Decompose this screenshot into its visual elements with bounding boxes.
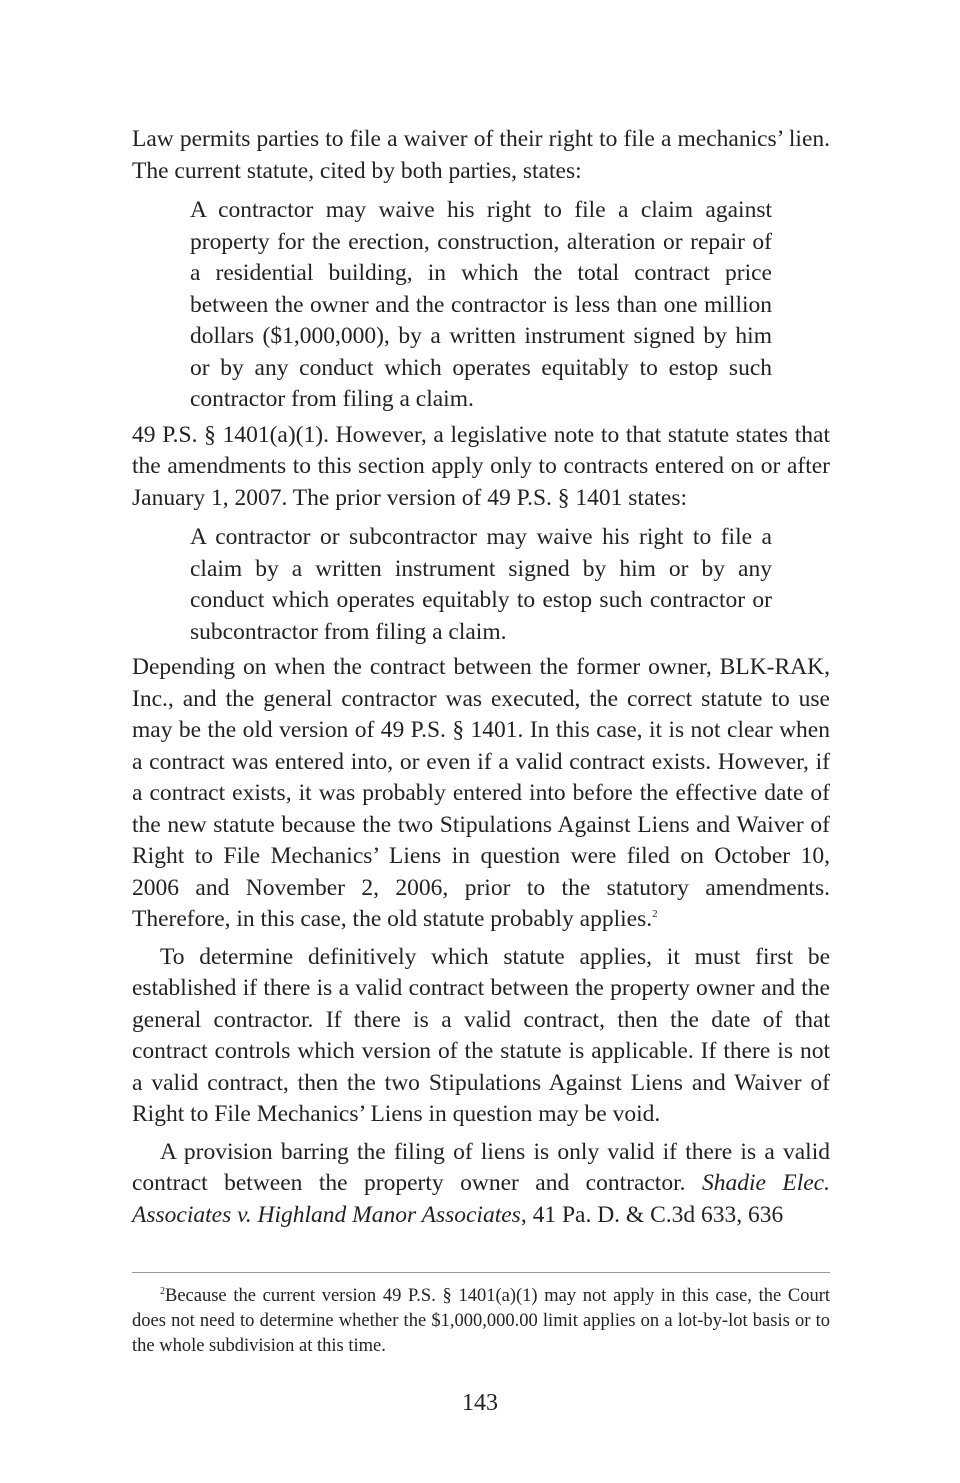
page-number: 143	[462, 1390, 498, 1416]
paragraph-4: To determine definitively which statute applies, it must first be established if there is a valid contract between the property owner and the general contractor. If there is a valid contract, then the date of that contract controls which version of the statute is applicable. If there is not a valid contract, then the two Stipulations Against Liens and Waiver of Right to File Mechanics’ Liens in question may be void.	[132, 943, 830, 1127]
citation-reporter: , 41 Pa. D. & C.3d 633, 636	[520, 1201, 784, 1228]
footnote-divider	[132, 1272, 830, 1273]
footnote-reference: 2	[652, 908, 658, 921]
paragraph-3-text: Depending on when the contract between the former owner, BLK-RAK, Inc., and the general contractor was executed, the correct statute to use may be the old version of 49 P.S. § 1401. In this case, it is not clear when a contract was entered into, or even if a valid contract exists. However, if a contract exists, it was probably entered into before the effective date of the new statute because the two Stipulations Against Liens and Waiver of Right to File Mechanics’ Liens in question were filed on October 10, 2006 and November 2, 2006, prior to the statutory amendments. Therefore, in this case, the old statute probably applies.	[132, 654, 830, 932]
paragraph-5-text: A provision barring the filing of liens is only valid if there is a valid contract between the property owner and contractor.	[132, 1138, 830, 1196]
footnote-text: Because the current version 49 P.S. § 1401(a)(1) may not apply in this case, the Court does not need to determine whether the $1,000,000.00 limit applies on a lot-by-lot basis or to the whole subdivision at this time.	[132, 1286, 830, 1356]
footnote-marker: 2	[160, 1285, 165, 1297]
paragraph-3	[132, 652, 830, 936]
block-quote-prior-statute: A contractor or subcontractor may waive his right to file a claim by a written instrument signed by him or by any conduct which operates equitably to estop such contractor or subcontractor from filing a claim.	[190, 524, 772, 645]
block-quote-current-statute: A contractor may waive his right to file a claim against property for the erection, construction, alteration or repair of a residential building, in which the total contract price between the owner and the contractor is less than one million dollars ($1,000,000), by a written instrument signed by him or by any conduct which operates equitably to estop such contractor from filing a claim.	[190, 197, 772, 412]
page-body	[132, 124, 830, 1231]
paragraph-1: Law permits parties to file a waiver of their right to file a mechanics’ lien. The current statute, cited by both parties, states:	[132, 126, 830, 184]
case-citation: Shadie Elec. Associates v. Highland Manor Associates	[132, 1170, 830, 1228]
paragraph-2: 49 P.S. § 1401(a)(1). However, a legislative note to that statute states that the amendments to this section apply only to contracts entered on or after January 1, 2007. The prior version of 49 P.S. § 1401 states:	[132, 421, 830, 511]
paragraph-5	[132, 1137, 830, 1232]
footnote	[132, 1284, 830, 1359]
